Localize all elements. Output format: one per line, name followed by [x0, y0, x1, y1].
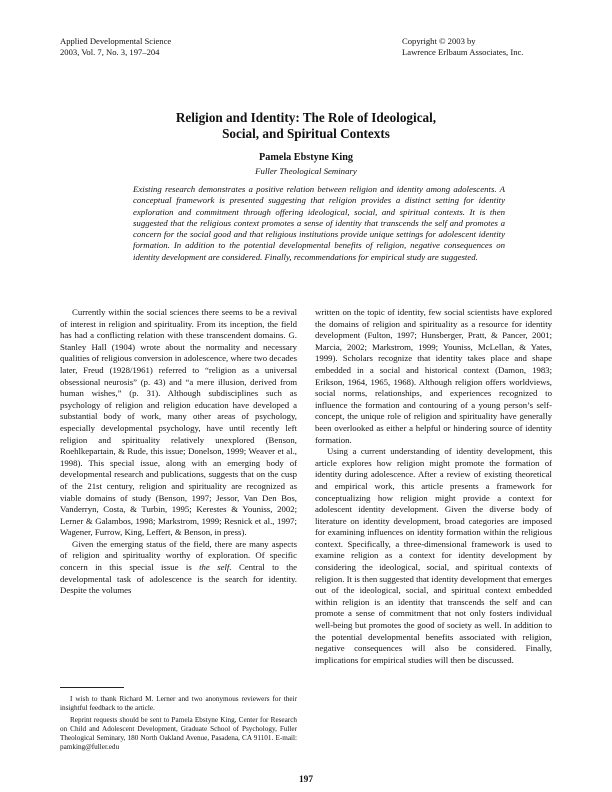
body-paragraph [60, 539, 297, 597]
page-number: 197 [298, 775, 314, 785]
body-column-left [60, 307, 297, 690]
title-line-2: Social, and Spiritual Contexts [222, 126, 390, 141]
body-paragraph: Currently within the social sciences there seems to be a revival of interest in religion and spirituality. From its inception, the field has had a conflicting relation with these transcendent domains. G. Stanley Hall (1904) wrote about the normality and necessary qualities of religious conversion in adolescence, where two decades later, Freud (1928/1961) referred to “religion as a universal obsessional neurosis” (p. 43) and “a mere illusion, derived from human wishes,” (p. 31). Although subdisciplines such as psychology of religion and religion education have developed a substantial body of work, many other areas of psychology, especially developmental psychology, have until recently left religion and spirituality relatively unexplored (Benson, Roehlkepartain, & Rude, this issue; Donelson, 1999; Weaver et al., 1998). This special issue, along with an emerging body of developmental research and publications, suggests that on the cusp of the 21st century, religion and spirituality are recognized as viable domains of study (Benson, 1997; Jessor, Van Den Bos, Vanderryn, Costa, & Turbin, 1995; Kerestes & Youniss, 2002; Lerner & Galambos, 1998; Markstrom, 1999; Resnick et al., 1997; Wagener, Furrow, King, Leffert, & Benson, in press). [60, 307, 297, 538]
footnote-divider [60, 687, 124, 688]
title-line-1: Religion and Identity: The Role of Ideological, [175, 110, 437, 125]
body-paragraph: Using a current understanding of identity development, this article explores how religion might promote the formation of identity during adolescence. After a review of existing theoretical and empirical work, this article presents a framework for conceptualizing how religion might provide a context for adolescent identity development. Given the diverse body of literature on identity development, broad categories are imposed for examining influences on identity formation within the religious context. Specifically, a three-dimensional framework is used to examine religion as a context for identity development by considering the ideological, social, and spiritual contexts of religion. It is then suggested that identity development that emerges out of the ideological, social, and spiritual context embedded within religion is an identity that transcends the self and can promote a sense of commitment that not only fosters individual well-being but promotes the good of society as well. In addition to the potential developmental benefits associated with religion, negative consequences will also be considered. Finally, implications for empirical studies will then be discussed. [315, 446, 552, 665]
article-title [60, 110, 552, 142]
copyright-line: Copyright © 2003 by [402, 36, 476, 46]
abstract: Existing research demonstrates a positive relation between religion and identity among adolescents. A conceptual framework is presented suggesting that religion provides a distinct setting for identity exploration and commitment through offering ideological, social, and spiritual contexts. It is then suggested that the religious context promotes a sense of identity that transcends the self and promotes a concern for the social good and that religious institutions provide unique settings for adolescent identity formation. In addition to the potential developmental benefits of religion, negative consequences on identity development are considered. Finally, recommendations for empirical study are suggested. [133, 184, 505, 262]
footnote-reprint: Reprint requests should be sent to Pamela Ebstyne King, Center for Research on Child and Adolescent Development, Graduate School of Psychology, Fuller Theological Seminary, 180 North Oakland Avenue, Pasadena, CA 91101. E-mail: pamking@fuller.edu [60, 715, 297, 752]
author-name: Pamela Ebstyne King [259, 152, 353, 163]
publisher-line: Lawrence Erlbaum Associates, Inc. [402, 46, 524, 57]
journal-volume: 2003, Vol. 7, No. 3, 197–204 [60, 46, 160, 57]
body-column-right [315, 307, 552, 777]
text-run: Given the emerging status of the field, there are many aspects of religion and spirituality worthy of exploration. Of specific concern in this special issue is [60, 538, 297, 573]
text-run: Central to the developmental task of adolescence is the search for identity. Despite the volumes [60, 562, 297, 596]
footnote-acknowledgment: I wish to thank Richard M. Lerner and two anonymous reviewers for their insightful feedback to the article. [60, 695, 297, 713]
running-header-left [60, 36, 171, 57]
journal-name: Applied Developmental Science [60, 36, 172, 46]
body-paragraph: written on the topic of identity, few social scientists have explored the domains of religion and spirituality as a resource for identity development (Fulton, 1997; Hunsberger, Pratt, & Pancer, 2001; Marcia, 2002; Markstrom, 1999; Youniss, McLellan, & Yates, 1999). Scholars recognize that identity takes place and shape embedded in a social and historical context (Damon, 1983; Erikson, 1964, 1965, 1968). Although religion offers worldviews, social norms, relationships, and experiences recognized to influence the formation and contouring of a young person’s self-concept, the unique role of religion and spirituality have generally been overlooked as either a helpful or hindering source of identity formation. [315, 307, 552, 445]
author-affiliation: Fuller Theological Seminary [255, 166, 357, 176]
italic-term: the self. [199, 562, 232, 573]
running-header-right [402, 36, 523, 57]
footnotes [60, 695, 297, 755]
